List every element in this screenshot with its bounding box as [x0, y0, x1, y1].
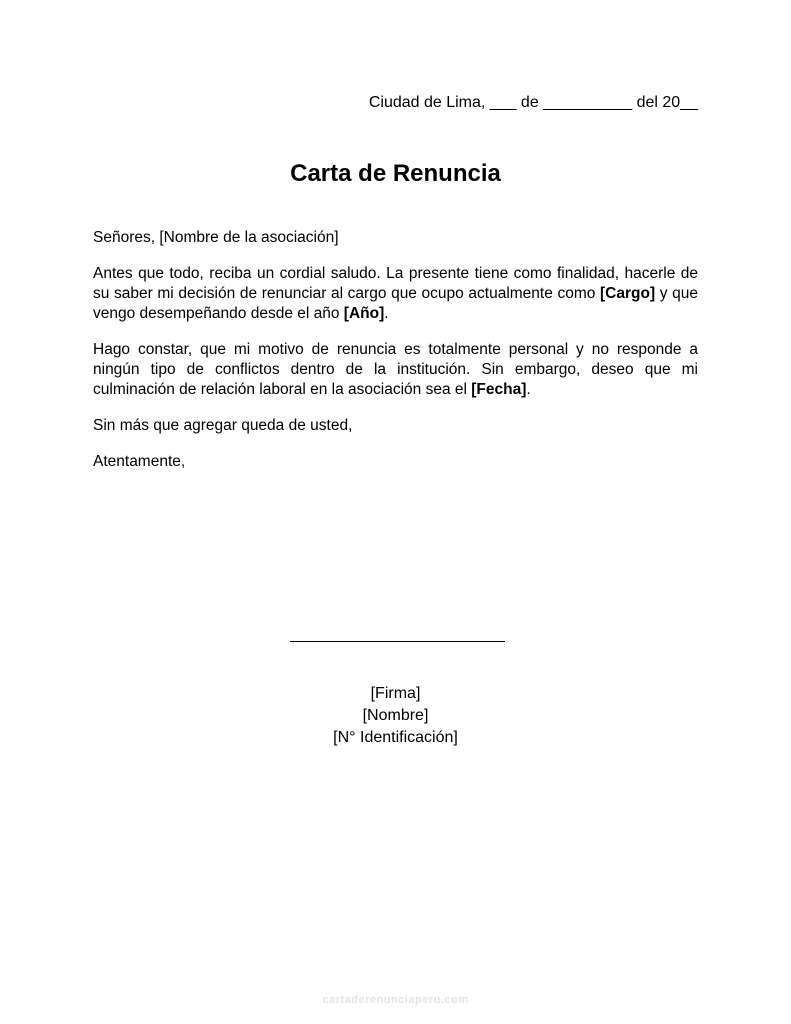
signature-line	[290, 641, 505, 642]
paragraph-reason-text-1: Hago constar, que mi motivo de renuncia es totalmente personal y no responde a ningún tipo de conflictos dentro de la institución. Sin embargo, deseo que mi culminación de relación laboral en la asociación sea el	[93, 341, 698, 398]
signature-nombre: [Nombre]	[362, 707, 429, 724]
signature-identificacion: [N° Identificación]	[333, 729, 458, 746]
date-line: Ciudad de Lima, ___ de __________ del 20__	[368, 94, 698, 111]
paragraph-intro-text-1: Antes que todo, reciba un cordial saludo. La presente tiene como finalidad, hacerle de su saber mi decisión de renunciar al cargo que ocupo actualmente como	[93, 265, 698, 302]
closing-line: Sin más que agregar queda de usted,	[93, 417, 353, 434]
sign-off: Atentamente,	[93, 453, 186, 470]
letter-title: Carta de Renuncia	[290, 160, 501, 187]
salutation: Señores, [Nombre de la asociación]	[93, 229, 339, 246]
watermark: cartaderenunciaperu.com	[322, 994, 469, 1006]
cargo-placeholder: [Cargo]	[600, 285, 656, 302]
signature-firma: [Firma]	[370, 685, 421, 702]
paragraph-reason-text-2: .	[526, 381, 531, 398]
paragraph-intro-text-3: .	[384, 305, 389, 322]
fecha-placeholder: [Fecha]	[471, 381, 527, 398]
letter-body	[93, 228, 698, 488]
paragraph-reason	[93, 340, 698, 400]
paragraph-intro-text-2: y que vengo desempeñando desde el año	[93, 285, 698, 322]
anio-placeholder: [Año]	[343, 305, 385, 322]
paragraph-intro	[93, 264, 698, 324]
signature-block	[0, 683, 791, 749]
